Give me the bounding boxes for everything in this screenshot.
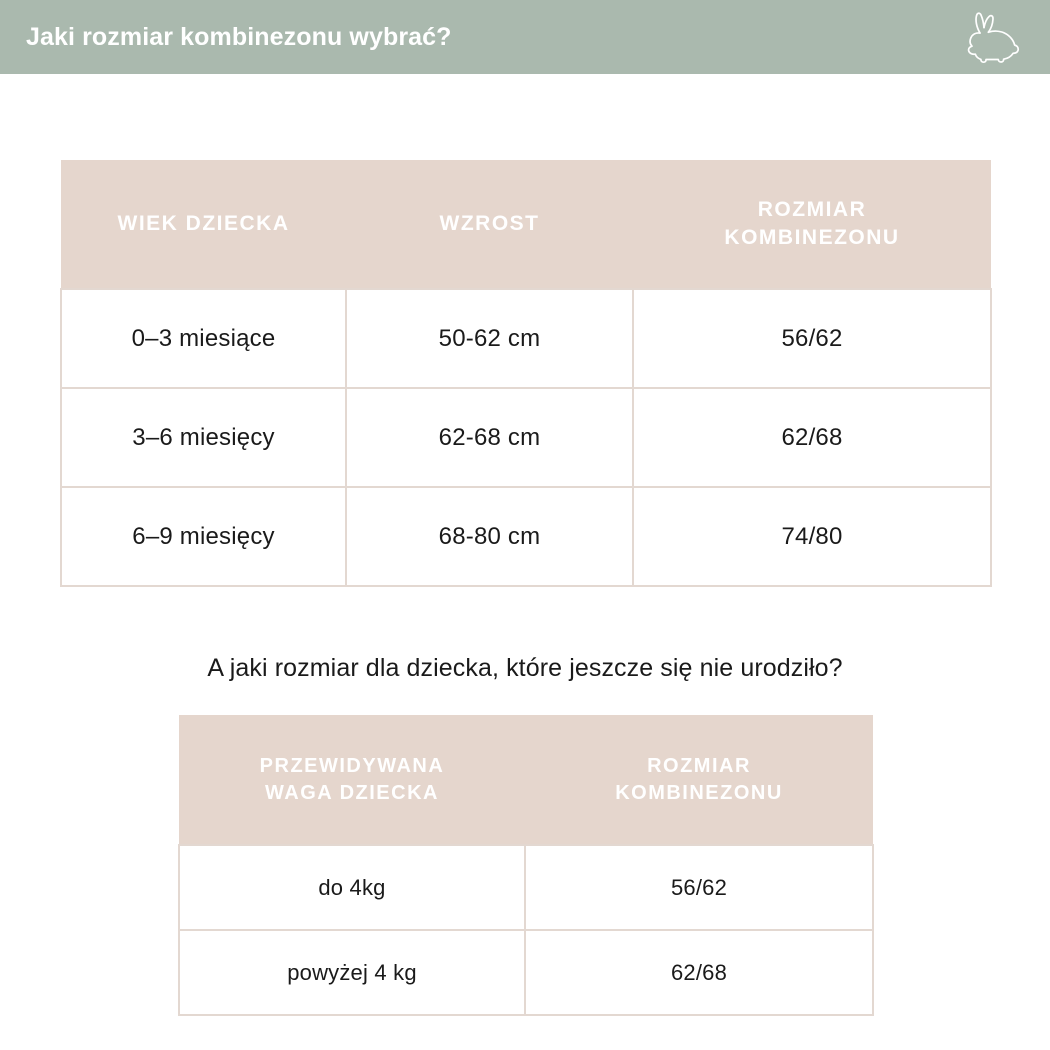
section-subtitle: A jaki rozmiar dla dziecka, które jeszcze się nie urodziło? bbox=[207, 654, 843, 682]
column-header-size-line2: KOMBINEZONU bbox=[615, 781, 783, 804]
cell-height: 62-68 cm bbox=[346, 388, 633, 487]
column-header-age bbox=[61, 160, 346, 289]
column-header-size-line1: ROZMIAR bbox=[757, 198, 867, 222]
weight-size-table bbox=[178, 715, 874, 1016]
column-header-size-line2: KOMBINEZONU bbox=[724, 226, 900, 249]
cell-size: 56/62 bbox=[525, 845, 873, 930]
table-header-row bbox=[179, 715, 873, 845]
cell-weight: do 4kg bbox=[179, 845, 525, 930]
table-row bbox=[61, 487, 991, 586]
cell-size: 62/68 bbox=[525, 930, 873, 1015]
column-header-age-line1: WIEK DZIECKA bbox=[117, 212, 290, 236]
cell-height: 68-80 cm bbox=[346, 487, 633, 586]
cell-height: 50-62 cm bbox=[346, 289, 633, 388]
cell-weight: powyżej 4 kg bbox=[179, 930, 525, 1015]
cell-age: 6–9 miesięcy bbox=[61, 487, 346, 586]
column-header-size-line1: ROZMIAR bbox=[647, 754, 751, 777]
page-title: Jaki rozmiar kombinezonu wybrać? bbox=[26, 22, 452, 51]
column-header-weight bbox=[179, 715, 525, 845]
cell-age: 3–6 miesięcy bbox=[61, 388, 346, 487]
column-header-size bbox=[633, 160, 991, 289]
cell-size: 62/68 bbox=[633, 388, 991, 487]
column-header-size bbox=[525, 715, 873, 845]
cell-age: 0–3 miesiące bbox=[61, 289, 346, 388]
table-header-row bbox=[61, 160, 991, 289]
column-header-height-line1: WZROST bbox=[439, 212, 540, 236]
cell-size: 56/62 bbox=[633, 289, 991, 388]
column-header-weight-line1: PRZEWIDYWANA bbox=[259, 754, 445, 777]
table-row bbox=[61, 289, 991, 388]
table-row bbox=[61, 388, 991, 487]
bunny-icon bbox=[958, 8, 1022, 66]
page-header-banner bbox=[0, 0, 1050, 74]
table-row bbox=[179, 930, 873, 1015]
column-header-weight-line2: WAGA DZIECKA bbox=[265, 781, 439, 804]
age-size-table bbox=[60, 160, 992, 587]
column-header-height bbox=[346, 160, 633, 289]
cell-size: 74/80 bbox=[633, 487, 991, 586]
table-row bbox=[179, 845, 873, 930]
